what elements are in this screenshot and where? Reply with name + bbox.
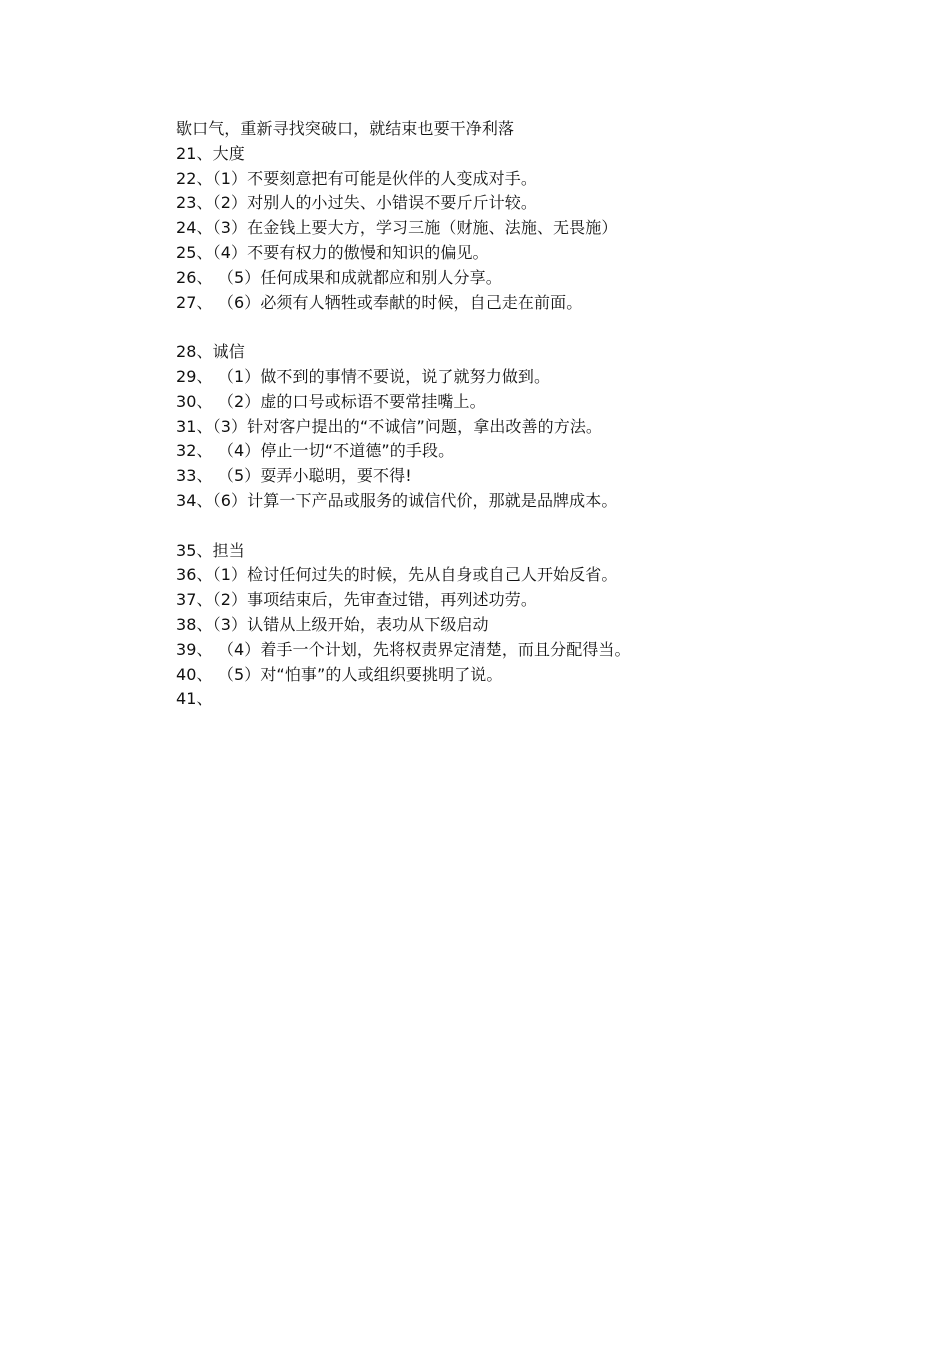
- list-item: 40、 （5）对“怕事”的人或组织要挑明了说。: [176, 664, 503, 684]
- list-item: 25、（4）不要有权力的傲慢和知识的偏见。: [176, 242, 489, 262]
- list-item: 41、: [176, 689, 213, 709]
- list-item: 26、 （5）任何成果和成就都应和别人分享。: [176, 267, 502, 287]
- text-line: 歇口气，重新寻找突破口，就结束也要干净利落: [176, 119, 515, 138]
- list-item: 22、（1）不要刻意把有可能是伙伴的人变成对手。: [176, 168, 537, 188]
- section-heading: 28、诚信: [176, 342, 245, 362]
- list-item: 29、 （1）做不到的事情不要说，说了就努力做到。: [176, 366, 551, 386]
- list-item: 36、（1）检讨任何过失的时候，先从自身或自己人开始反省。: [176, 565, 618, 585]
- list-item: 33、 （5）耍弄小聪明，要不得!: [176, 466, 412, 486]
- list-item: 39、 （4）着手一个计划，先将权责界定清楚，而且分配得当。: [176, 639, 631, 659]
- blank-line: [176, 514, 896, 539]
- list-item: 38、（3）认错从上级开始，表功从下级启动: [176, 614, 489, 634]
- list-item: 32、 （4）停止一切“不道德”的手段。: [176, 441, 455, 461]
- section-heading: 21、大度: [176, 143, 245, 163]
- section-heading: 35、担当: [176, 540, 245, 560]
- list-item: 24、（3）在金钱上要大方，学习三施（财施、法施、无畏施）: [176, 218, 618, 238]
- list-item: 31、（3）针对客户提出的“不诚信”问题，拿出改善的方法。: [176, 416, 603, 436]
- list-item: 27、 （6）必须有人牺牲或奉献的时候，自己走在前面。: [176, 292, 583, 312]
- list-item: 30、 （2）虚的口号或标语不要常挂嘴上。: [176, 391, 486, 411]
- list-item: 37、（2）事项结束后，先审查过错，再列述功劳。: [176, 590, 537, 610]
- list-item: 34、（6）计算一下产品或服务的诚信代价，那就是品牌成本。: [176, 490, 618, 510]
- list-item: 23、（2）对别人的小过失、小错误不要斤斤计较。: [176, 193, 537, 213]
- document-body: [176, 117, 896, 712]
- blank-line: [176, 315, 896, 340]
